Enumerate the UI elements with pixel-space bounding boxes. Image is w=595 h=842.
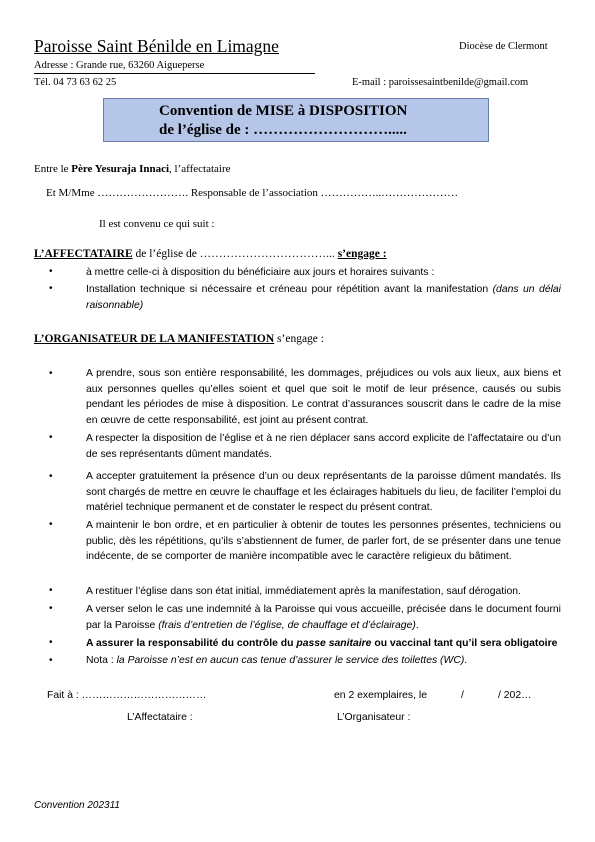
organisateur-item-7-pre: A assurer la responsabilité du contrôle du: [86, 638, 297, 649]
affectataire-heading-church: de l’église de ……………………………...: [132, 248, 338, 260]
organisateur-item-8-pre: Nota :: [86, 655, 117, 666]
document-title-line2: de l’église de : ……………………….....: [159, 122, 407, 138]
organisateur-item-7: [86, 636, 561, 652]
bullet: •: [49, 519, 53, 530]
organisateur-item-4: A maintenir le bon ordre, et en particulier à obtenir de toutes les personnes présentes, techniciens ou public, dès les répétitions, qu’ils s’abstiennent de fumer, de parler fort, de se présenter dans une tenue indécente, de se comporter de manière incompatible avec le caractère religieux du bâtiment.: [86, 520, 561, 563]
between-prefix: Entre le: [34, 163, 72, 175]
organisateur-item-5: A restituer l’église dans son état initial, immédiatement après la manifestation, sauf dérogation.: [86, 586, 521, 597]
document-title-line1: Convention de MISE à DISPOSITION: [159, 103, 408, 119]
affectataire-heading-engage: s’engage :: [337, 248, 387, 260]
parish-name: Paroisse Saint Bénilde en Limagne: [34, 36, 279, 56]
date-separator-1: /: [461, 690, 464, 701]
affectataire-item-2: [86, 282, 561, 313]
organisateur-item-7-post: ou vaccinal tant qu’il sera obligatoire: [371, 638, 558, 649]
organisateur-signature-label: L’Organisateur :: [337, 712, 411, 723]
organisateur-item-7-emphasis: passe sanitaire: [296, 638, 372, 649]
organisateur-item-8: [86, 653, 561, 669]
organisateur-heading-engage: s’engage :: [274, 333, 324, 345]
bullet: •: [49, 655, 53, 666]
agreement-statement: Il est convenu ce qui suit :: [99, 218, 215, 230]
bullet: •: [49, 471, 53, 482]
document-title-box: [103, 98, 489, 142]
organisateur-item-8-post: .: [464, 655, 468, 666]
affectataire-item-2-text: Installation technique si nécessaire et créneau pour répétition avant la manifestation: [86, 284, 489, 295]
affectataire-item-1: à mettre celle-ci à disposition du bénéficiaire aux jours et horaires suivants :: [86, 267, 435, 278]
association-party-line: Et M/Mme ……………………. Responsable de l’association ……………..…………………: [46, 187, 459, 199]
organisateur-item-6-end: .: [415, 619, 419, 631]
header-divider: [34, 73, 315, 74]
bullet: •: [49, 368, 53, 379]
organisateur-item-6: [86, 602, 561, 633]
parish-address: Adresse : Grande rue, 63260 Aigueperse: [34, 60, 205, 71]
bullet: •: [49, 603, 53, 614]
date-separator-2: / 202…: [498, 690, 532, 701]
parish-phone: Tél. 04 73 63 62 25: [34, 77, 117, 88]
organisateur-item-8-note: la Paroisse n’est en aucun cas tenue d’assurer le service des toilettes (WC): [116, 655, 465, 666]
affectataire-signature-label: L’Affectataire :: [127, 712, 193, 723]
document-reference: Convention 202311: [34, 800, 120, 811]
diocese-name: Diocèse de Clermont: [459, 41, 548, 52]
between-suffix: , l’affectataire: [169, 163, 231, 175]
affectataire-item-2-note: (dans un délai raisonnable): [86, 284, 561, 311]
bullet: •: [49, 266, 53, 277]
organisateur-item-6-note: (frais d’entretien de l’église, de chauffage et d’éclairage): [158, 619, 416, 631]
bullet: •: [49, 585, 53, 596]
parish-email: E-mail : paroissesaintbenilde@gmail.com: [352, 77, 529, 88]
organisateur-heading-title: L’ORGANISATEUR DE LA MANIFESTATION: [34, 333, 275, 345]
organisateur-item-6-text: A verser selon le cas une indemnité à la Paroisse qui vous accueille, précisée dans le document fourni par la Paroisse: [86, 604, 561, 631]
bullet: •: [49, 283, 53, 294]
organisateur-item-3: A accepter gratuitement la présence d’un ou deux représentants de la paroisse dûment mandatés. Ils sont chargés de mettre en œuvre le chauffage et les éclairages habituels du lieu, de faciliter l’emploi du matériel technique permanent et de constater le respect du présent contrat.: [86, 471, 561, 514]
bullet: •: [49, 637, 53, 648]
organisateur-heading: [34, 333, 324, 345]
made-at-field: Fait à : ………………………………: [47, 690, 207, 701]
organisateur-item-1: A prendre, sous son entière responsabilité, les dommages, préjudices ou vols aux lieux, aux biens et aux personnes quelles qu’elles soient et quel que soit le motif de leur présence, causés ou subis pendant les périodes de mise à disposition. Le contrat d’assurances souscrit dans le cadre de la mise en œuvre de cette responsabilité, est joint au présent contrat.: [86, 368, 561, 426]
affectataire-heading-title: L’AFFECTATAIRE: [34, 248, 133, 260]
organisateur-item-2: A respecter la disposition de l’église et à ne rien déplacer sans accord explicite de l’affectataire ou d’un de ses représentants dûment mandatés.: [86, 433, 561, 460]
copies-date-label: en 2 exemplaires, le: [334, 690, 427, 701]
bullet: •: [49, 432, 53, 443]
affectataire-heading: [34, 248, 387, 260]
priest-name: Père Yesuraja Innaci: [71, 163, 170, 175]
parties-line: [34, 163, 231, 175]
